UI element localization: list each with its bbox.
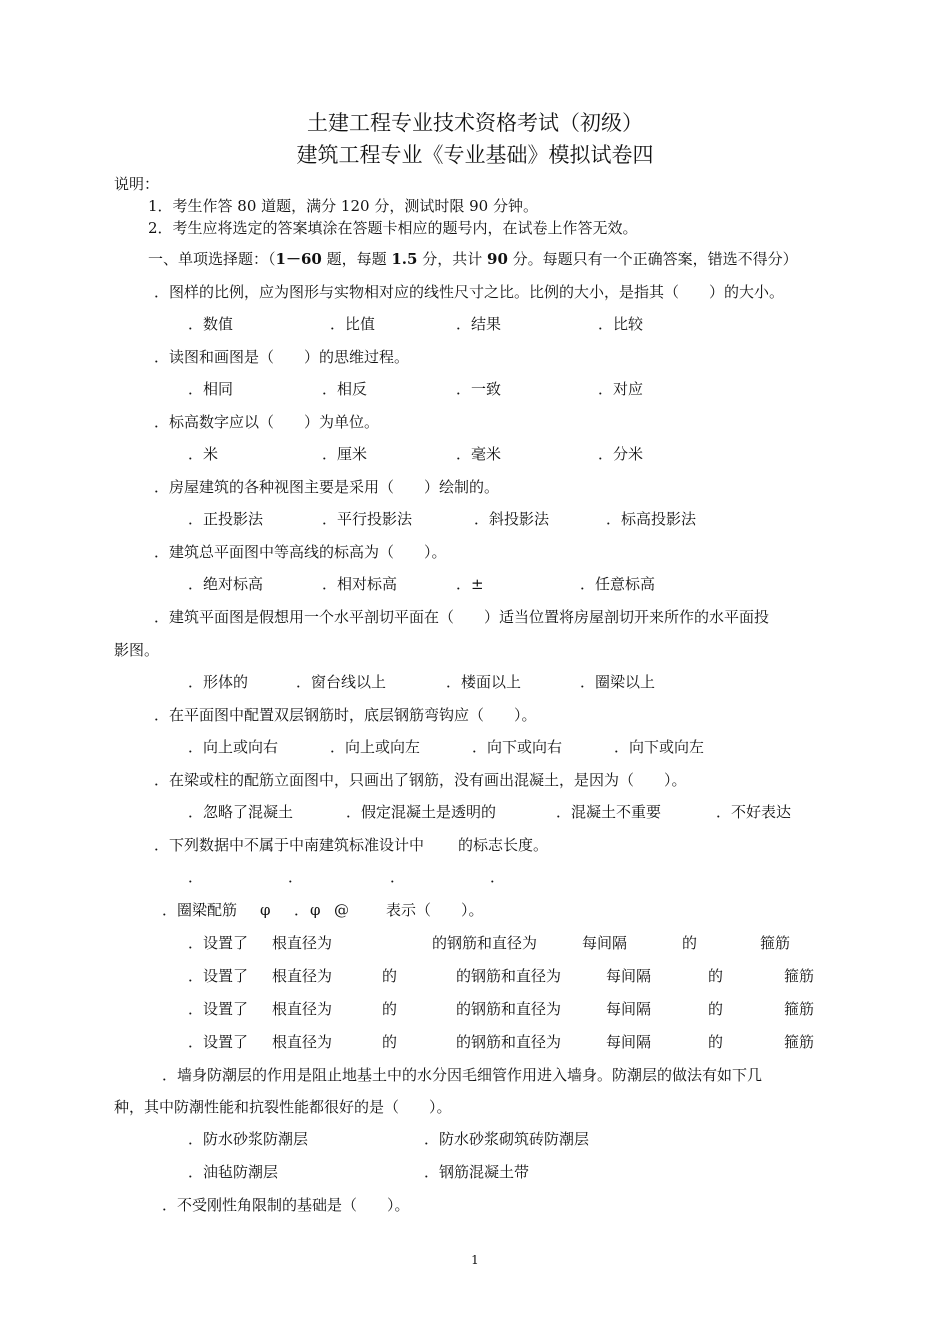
- question-12-stem: ．不受刚性角限制的基础是（ ）。: [162, 1196, 410, 1214]
- q2-option-a[interactable]: ．相同: [188, 380, 234, 398]
- q7-option-b[interactable]: ．向上或向左: [330, 738, 421, 756]
- q10-a-part: ．设置了: [188, 934, 249, 952]
- q6-option-b[interactable]: ．窗台线以上: [296, 673, 387, 691]
- q10-b-part: 的钢筋和直径为: [456, 967, 562, 985]
- note-2: 2．考生应将选定的答案填涂在答题卡相应的题号内，在试卷上作答无效。: [148, 219, 638, 237]
- q9-option-d[interactable]: ．: [490, 868, 506, 886]
- q10-d-part: ．设置了: [188, 1033, 249, 1051]
- q3-option-d[interactable]: ．分米: [598, 445, 644, 463]
- q10-a-part: 根直径为: [272, 934, 333, 952]
- q2-option-c[interactable]: ．一致: [456, 380, 502, 398]
- q10-c-part: 的: [382, 1000, 398, 1018]
- q10-d-part: 箍筋: [784, 1033, 815, 1051]
- q10-c-part: 的钢筋和直径为: [456, 1000, 562, 1018]
- exam-title-line1: 土建工程专业技术资格考试（初级）: [307, 111, 643, 135]
- q3-option-b[interactable]: ．厘米: [322, 445, 368, 463]
- q10-c-part: 每间隔: [606, 1000, 652, 1018]
- q5-option-d[interactable]: ．任意标高: [580, 575, 656, 593]
- question-7-stem: ．在平面图中配置双层钢筋时，底层钢筋弯钩应（ ）。: [154, 706, 537, 724]
- q4-option-b[interactable]: ．平行投影法: [322, 510, 413, 528]
- q10-a-part: 的钢筋和直径为: [432, 934, 538, 952]
- q1-option-c[interactable]: ．结果: [456, 315, 502, 333]
- question-4-stem: ．房屋建筑的各种视图主要是采用（ ）绘制的。: [154, 478, 500, 496]
- q7-option-d[interactable]: ．向下或向左: [614, 738, 705, 756]
- q9-option-a[interactable]: ．: [188, 868, 204, 886]
- question-1-stem: ．图样的比例，应为图形与实物相对应的线性尺寸之比。比例的大小，是指其（ ）的大小。: [154, 283, 785, 301]
- q10-d-part: 的: [708, 1033, 724, 1051]
- q2-option-d[interactable]: ．对应: [598, 380, 644, 398]
- q9-option-c[interactable]: ．: [390, 868, 406, 886]
- q10-a-part: 箍筋: [760, 934, 791, 952]
- q5-option-c[interactable]: ．±: [456, 575, 484, 593]
- question-10-stem-end: 表示（ ）。: [386, 901, 484, 919]
- q10-b-part: 箍筋: [784, 967, 815, 985]
- q4-option-a[interactable]: ．正投影法: [188, 510, 264, 528]
- q8-option-b[interactable]: ．假定混凝土是透明的: [346, 803, 497, 821]
- q10-dot: ．: [294, 901, 310, 919]
- q10-b-part: 的: [708, 967, 724, 985]
- question-3-stem: ．标高数字应以（ ）为单位。: [154, 413, 380, 431]
- question-9-stem: ．下列数据中不属于中南建筑标准设计中 的标志长度。: [154, 836, 549, 854]
- q6-option-c[interactable]: ．楼面以上: [446, 673, 522, 691]
- q8-option-a[interactable]: ．忽略了混凝土: [188, 803, 294, 821]
- q11-option-b[interactable]: ．防水砂浆砌筑砖防潮层: [424, 1130, 590, 1148]
- q7-option-a[interactable]: ．向上或向右: [188, 738, 279, 756]
- q10-c-part: 的: [708, 1000, 724, 1018]
- q10-b-part: ．设置了: [188, 967, 249, 985]
- q10-phi-2: φ: [310, 901, 321, 919]
- question-6-stem: ．建筑平面图是假想用一个水平剖切平面在（ ）适当位置将房屋剖切开来所作的水平面投: [154, 608, 770, 626]
- page-number: 1: [471, 1253, 479, 1267]
- q1-option-d[interactable]: ．比较: [598, 315, 644, 333]
- q10-a-part: 每间隔: [582, 934, 628, 952]
- q2-option-b[interactable]: ．相反: [322, 380, 368, 398]
- q4-option-c[interactable]: ．斜投影法: [474, 510, 550, 528]
- question-8-stem: ．在梁或柱的配筋立面图中，只画出了钢筋，没有画出混凝土，是因为（ ）。: [154, 771, 687, 789]
- q10-d-part: 每间隔: [606, 1033, 652, 1051]
- q9-option-b[interactable]: ．: [288, 868, 304, 886]
- question-2-stem: ．读图和画图是（ ）的思维过程。: [154, 348, 410, 366]
- question-10-stem: ．圈梁配筋: [162, 901, 238, 919]
- q10-d-part: 的: [382, 1033, 398, 1051]
- q1-option-b[interactable]: ．比值: [330, 315, 376, 333]
- notes-label: 说明：: [114, 175, 160, 193]
- q5-option-a[interactable]: ．绝对标高: [188, 575, 264, 593]
- q10-b-part: 根直径为: [272, 967, 333, 985]
- q8-option-c[interactable]: ．混凝土不重要: [556, 803, 662, 821]
- q5-option-b[interactable]: ．相对标高: [322, 575, 398, 593]
- q6-option-a[interactable]: ．形体的: [188, 673, 249, 691]
- q10-at: @: [334, 901, 349, 919]
- q8-option-d[interactable]: ．不好表达: [716, 803, 792, 821]
- question-11-stem: ．墙身防潮层的作用是阻止地基土中的水分因毛细管作用进入墙身。防潮层的做法有如下几: [162, 1066, 763, 1084]
- q10-b-part: 每间隔: [606, 967, 652, 985]
- q10-c-part: 根直径为: [272, 1000, 333, 1018]
- q10-b-part: 的: [382, 967, 398, 985]
- question-11-stem-cont: 种，其中防潮性能和抗裂性能都很好的是（ ）。: [114, 1098, 452, 1116]
- q4-option-d[interactable]: ．标高投影法: [606, 510, 697, 528]
- question-5-stem: ．建筑总平面图中等高线的标高为（ ）。: [154, 543, 447, 561]
- q10-d-part: 根直径为: [272, 1033, 333, 1051]
- q11-option-d[interactable]: ．钢筋混凝土带: [424, 1163, 530, 1181]
- q11-option-c[interactable]: ．油毡防潮层: [188, 1163, 279, 1181]
- section-heading: 一、单项选择题：（1－60 题，每题 1.5 分，共计 90 分。每题只有一个正确答案，错选不得分）: [148, 250, 798, 268]
- q10-phi-1: φ: [260, 901, 271, 919]
- q3-option-a[interactable]: ．米: [188, 445, 219, 463]
- q7-option-c[interactable]: ．向下或向右: [472, 738, 563, 756]
- q10-d-part: 的钢筋和直径为: [456, 1033, 562, 1051]
- exam-title-line2: 建筑工程专业《专业基础》模拟试卷四: [296, 143, 654, 167]
- q6-option-d[interactable]: ．圈梁以上: [580, 673, 656, 691]
- note-1: 1．考生作答 80 道题，满分 120 分，测试时限 90 分钟。: [148, 197, 538, 215]
- q11-option-a[interactable]: ．防水砂浆防潮层: [188, 1130, 309, 1148]
- q10-c-part: 箍筋: [784, 1000, 815, 1018]
- q1-option-a[interactable]: ．数值: [188, 315, 234, 333]
- q3-option-c[interactable]: ．毫米: [456, 445, 502, 463]
- q10-c-part: ．设置了: [188, 1000, 249, 1018]
- question-6-stem-cont: 影图。: [114, 641, 160, 659]
- q10-a-part: 的: [682, 934, 698, 952]
